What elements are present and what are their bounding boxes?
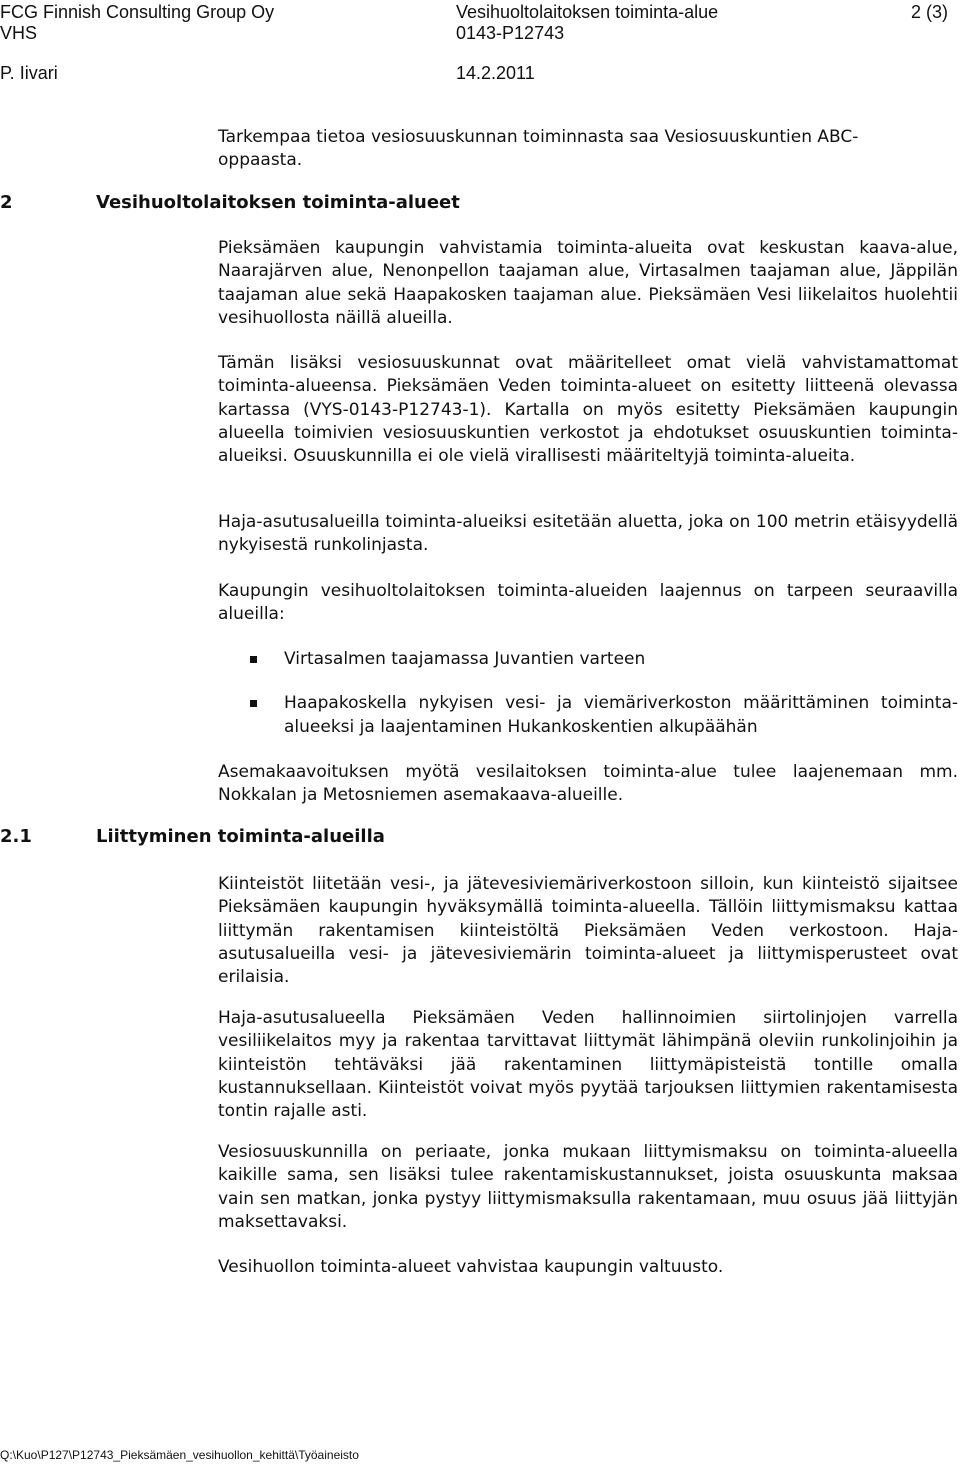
paragraph-vesiosuuskunnilla: Vesiosuuskunnilla on periaate, jonka mukaan liittymismaksu on toiminta-alueella kaikille sama, sen lisäksi tulee rakentamiskustannukset, joista osuuskunta maksaa vain sen matkan, jonka pystyy liittymismaksulla rakentamaan, muu osuus jää liittyjän maksettavaksi.	[218, 1142, 958, 1232]
paragraph-vesiosuuskunnat: Tämän lisäksi vesiosuuskunnat ovat määritelleet omat vielä vahvistamattomat toiminta-alueensa. Pieksämäen Veden toiminta-alueet on esitetty liitteenä olevassa kartassa (VYS-0143-P12743-1). Kartalla on myös esitetty Pieksämäen kaupungin alueella toimivien vesiosuuskuntien verkostot ja ehdotukset osuuskuntien toiminta-alueiksi. Osuuskunnilla ei ole vielä virallisesti määriteltyjä toiminta-alueita.	[218, 353, 958, 467]
bullet-square-icon	[250, 656, 257, 663]
paragraph-kiinteistot: Kiinteistöt liitetään vesi-, ja jätevesiviemäriverkostoon silloin, kun kiinteistö sijaitsee Pieksämäen kaupungin hyväksymällä toiminta-alueella. Tällöin liittymismaksu kattaa liittymän rakentamisen kiinteistöltä Pieksämäen Veden verkostoon. Haja-asutusalueilla vesi- ja jätevesiviemärin toiminta-alueet ja liittymisperusteet ovat erilaisia.	[218, 874, 958, 988]
intro-paragraph	[218, 126, 958, 173]
section-number: 2.1	[0, 826, 32, 847]
list-item-text: Haapakoskella nykyisen vesi- ja viemäriverkoston määrittäminen toiminta-alueeksi ja laajentaminen Hukankoskentien alkupäähän	[284, 693, 958, 737]
header-company: FCG Finnish Consulting Group Oy	[0, 2, 275, 22]
section-number: 2	[0, 192, 13, 213]
paragraph-asemakaavoitus: Asemakaavoituksen myötä vesilaitoksen toiminta-alue tulee laajenemaan mm. Nokkalan ja Metosniemen asemakaava-alueille.	[218, 762, 958, 806]
expansion-area-list	[218, 648, 958, 739]
section-heading-2-1	[0, 826, 385, 847]
list-item	[218, 648, 958, 671]
intro-line-2: oppaasta.	[218, 150, 303, 171]
header-page-number: 2 (3)	[911, 2, 949, 22]
footer-file-path: Q:\Kuo\P127\P12743_Pieksämäen_vesihuollon_kehittä\Työaineisto	[0, 1448, 359, 1462]
header-author: P. Iivari	[0, 63, 58, 83]
section-title: Vesihuoltolaitoksen toiminta-alueet	[96, 192, 460, 213]
header-doc-code: VHS	[0, 23, 38, 43]
section-heading-2	[0, 192, 460, 213]
paragraph-valtuusto: Vesihuollon toiminta-alueet vahvistaa kaupungin valtuusto.	[218, 1257, 724, 1277]
paragraph-laajennus: Kaupungin vesihuoltolaitoksen toiminta-alueiden laajennus on tarpeen seuraavilla alueilla:	[218, 581, 958, 625]
list-item	[218, 692, 958, 739]
paragraph-haja-asutusalueet: Haja-asutusalueilla toiminta-alueiksi esitetään aluetta, joka on 100 metrin etäisyydellä nykyisestä runkolinjasta.	[218, 512, 958, 556]
header-project-number: 0143-P12743	[456, 23, 565, 43]
paragraph-haja-asutusalue: Haja-asutusalueella Pieksämäen Veden hallinnoimien siirtolinjojen varrella vesiliikelaitos myy ja rakentaa tarvittavat liittymät lähimpänä oleviin runkolinjoihin ja kiinteistön tehtäväksi jää rakentaminen liittymäpisteistä tontille omalla kustannuksellaan. Kiinteistöt voivat myös pyytää tarjouksen liittymien rakentamisesta tontin rajalle asti.	[218, 1008, 958, 1122]
paragraph-toiminta-alueet: Pieksämäen kaupungin vahvistamia toiminta-alueita ovat keskustan kaava-alue, Naarajärven alue, Nenonpellon taajaman alue, Virtasalmen taajaman alue, Jäppilän taajaman alue sekä Haapakosken taajaman alue. Pieksämäen Vesi liikelaitos huolehtii vesihuollosta näillä alueilla.	[218, 238, 958, 328]
intro-line-1: Tarkempaa tietoa vesiosuuskunnan toiminnasta saa Vesiosuuskuntien ABC-	[218, 127, 859, 147]
bullet-square-icon	[250, 700, 257, 707]
header-date: 14.2.2011	[456, 63, 535, 83]
list-item-text: Virtasalmen taajamassa Juvantien varteen	[284, 649, 646, 669]
section-title: Liittyminen toiminta-alueilla	[96, 826, 385, 847]
header-title: Vesihuoltolaitoksen toiminta-alue	[456, 2, 719, 22]
